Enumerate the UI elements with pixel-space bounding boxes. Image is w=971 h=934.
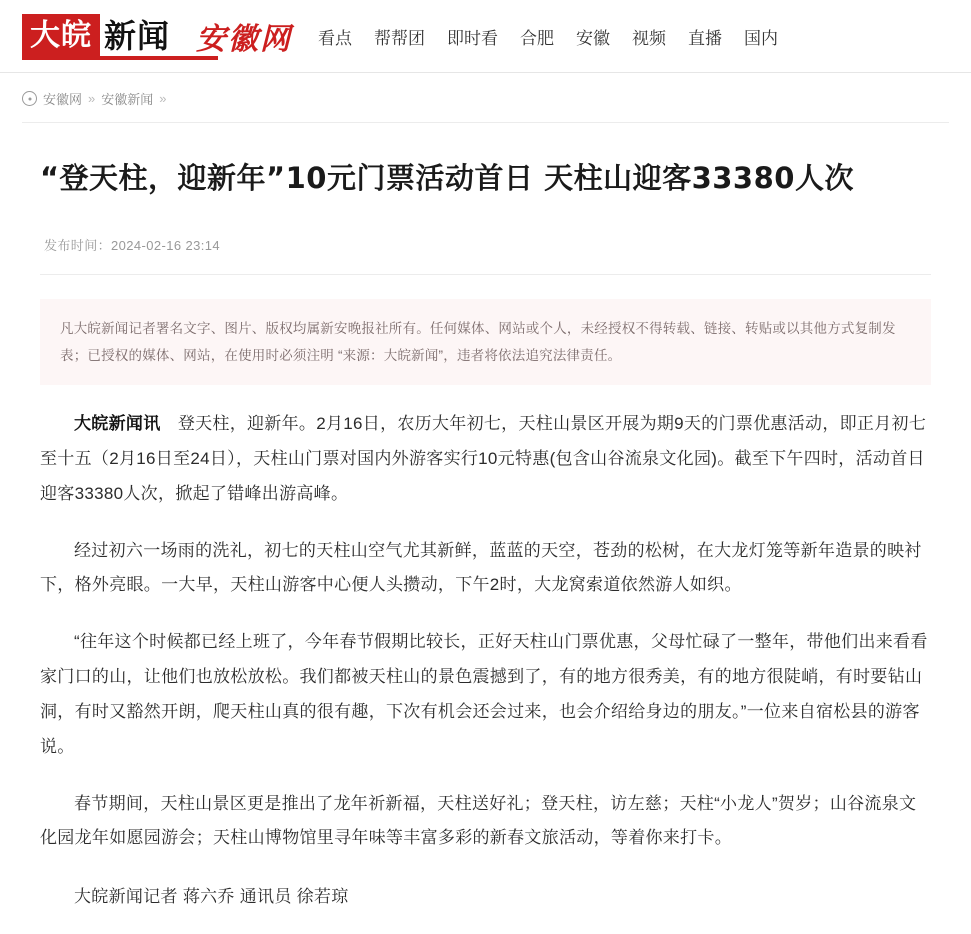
page-title: “登天柱，迎新年”10元门票活动首日 天柱山迎客33380人次 (40, 161, 854, 195)
meta-divider (40, 274, 931, 275)
nav-item-guonei[interactable]: 国内 (744, 28, 779, 48)
nav-item-kandian[interactable]: 看点 (318, 28, 353, 48)
article-paragraph-1-text: 登天柱，迎新年。2月16日，农历大年初七，天柱山景区开展为期9天的门票优惠活动，即正月初七至十五（2月16日至24日），天柱山门票对国内外游客实行10元特惠(包含山谷流泉文化园)。截至下午四时，活动首日迎客33380人次，掀起了错峰出游高峰。 (40, 414, 927, 503)
publish-time-value: 2024-02-16 23:14 (111, 238, 221, 254)
logo-black-text: 新闻 (104, 17, 171, 55)
nav-item-bangbangtuan[interactable]: 帮帮团 (374, 28, 426, 48)
publish-time-label: 发布时间： (44, 238, 112, 254)
location-pin-icon (22, 91, 37, 106)
nav-item-zhibo[interactable]: 直播 (688, 28, 723, 48)
breadcrumb-separator-2: » (159, 91, 167, 106)
article-container (0, 157, 971, 915)
breadcrumb-item-anhuixinwen[interactable]: 安徽新闻 (101, 92, 154, 107)
article-paragraph-3: “往年这个时候都已经上班了，今年春节假期比较长，正好天柱山门票优惠，父母忙碌了一整年，带他们出来看看家门口的山，让他们也放松放松。我们都被天柱山的景色震撼到了，有的地方很秀美，有的地方很陡峭，有时要钻山洞，有时又豁然开朗，爬天柱山真的很有趣，下次有机会还会过来，也会介绍给身边的朋友。”一位来自宿松县的游客说。 (40, 632, 928, 756)
site-logo[interactable] (22, 14, 170, 58)
breadcrumb-item-anhuiwang[interactable]: 安徽网 (43, 92, 83, 107)
logo-red-text: 大皖 (22, 14, 100, 58)
lead-label: 大皖新闻讯 (74, 414, 161, 434)
publish-meta (44, 235, 931, 254)
nav-item-jishikan[interactable]: 即时看 (447, 28, 499, 48)
article-paragraph-4: 春节期间，天柱山景区更是推出了龙年祈新福，天柱送好礼；登天柱，访左慈；天柱“小龙人”贺岁；山谷流泉文化园龙年如愿园游会；天柱山博物馆里寻年味等丰富多彩的新春文旅活动，等着你来打卡。 (40, 793, 917, 848)
main-nav (318, 24, 778, 49)
article-signature: 大皖新闻记者 蒋六乔 通讯员 徐若琼 (74, 887, 349, 907)
nav-item-anhui[interactable]: 安徽 (576, 28, 611, 48)
article-body (40, 407, 931, 856)
copyright-disclaimer: 凡大皖新闻记者署名文字、图片、版权均属新安晚报社所有。任何媒体、网站或个人，未经授权不得转载、链接、转贴或以其他方式复制发表；已授权的媒体、网站，在使用时必须注明 “来源：大皖新闻”，违者将依法追究法律责任。 (40, 299, 931, 385)
nav-item-hefei[interactable]: 合肥 (520, 28, 555, 48)
breadcrumb (0, 73, 971, 122)
article-paragraph-2: 经过初六一场雨的洗礼，初七的天柱山空气尤其新鲜，蓝蓝的天空，苍劲的松树，在大龙灯笼等新年造景的映衬下，格外亮眼。一大早，天柱山游客中心便人头攒动，下午2时，大龙窝索道依然游人如织。 (40, 540, 922, 595)
nav-item-shipin[interactable]: 视频 (632, 28, 667, 48)
article-paragraph-1 (40, 407, 931, 512)
breadcrumb-divider (22, 122, 949, 123)
secondary-logo-anhuiwang[interactable]: 安徽网 (196, 22, 293, 57)
breadcrumb-separator-1: » (88, 91, 96, 106)
site-header (0, 0, 971, 62)
